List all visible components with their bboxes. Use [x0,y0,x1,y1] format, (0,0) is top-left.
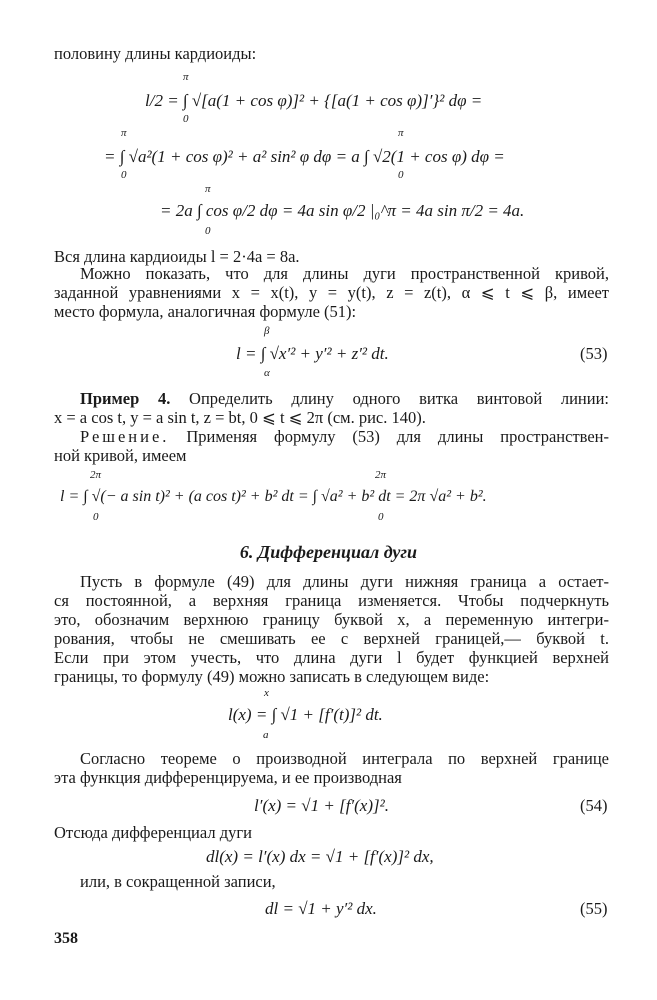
text-line: эта функция дифференцируема, и ее производная [54,768,402,787]
integral-upper-limit: π [205,183,211,195]
equation-number: (54) [580,796,608,815]
equation-arc-length-function: l(x) = ∫ √1 + [f′(t)]² dt. [228,705,383,724]
text-line: ной кривой, имеем [54,446,187,465]
integral-upper-limit: π [183,71,189,83]
solution-label: Решение. [80,427,170,446]
integral-lower-limit: a [263,729,269,741]
text-line [80,427,609,447]
integral-upper-limit: 2π [375,469,387,481]
text-line: заданной уравнениями x = x(t), y = y(t), z = z(t), α ⩽ t ⩽ β, имеет [54,283,609,302]
example-label: Пример 4. [80,389,171,408]
text-line: рования, чтобы не смешивать ее с верхней границей,— буквой t. [54,629,609,648]
integral-lower-limit: α [264,367,270,379]
integral-upper-limit: π [121,127,127,139]
section-heading: 6. Дифференциал дуги [239,542,418,562]
integral-lower-limit: 0 [378,511,384,523]
text-line: это, обозначим верхнюю границу буквой x, а переменную интегри- [54,610,609,629]
integral-lower-limit: 0 [93,511,99,523]
solution-text: Применяя формулу (53) для длины пространствен- [186,427,609,446]
equation-differential-short: dl = √1 + y′² dx. [265,899,377,918]
text-line: место формула, аналогичная формуле (51): [54,302,357,321]
equation-derivative: l′(x) = √1 + [f′(x)]². [254,796,389,815]
integral-lower-limit: 0 [183,113,189,125]
integral-upper-limit: 2π [90,469,102,481]
equation-number: (53) [580,344,608,363]
text-line: Согласно теореме о производной интеграла по верхней границе [80,749,609,768]
text-line: x = a cos t, y = a sin t, z = bt, 0 ⩽ t ⩽ 2π (см. рис. 140). [54,408,426,427]
text-line: Отсюда дифференциал дуги [54,823,252,842]
equation-cardioid-result: = 2a ∫ cos φ/2 dφ = 4a sin φ/2 |₀^π = 4a sin π/2 = 4a. [160,201,525,220]
text-line: половину длины кардиоиды: [54,44,257,63]
text-line: Вся длина кардиоиды l = 2·4a = 8a. [54,247,300,266]
integral-upper-limit: π [398,127,404,139]
equation-helix-length: l = ∫ √(− a sin t)² + (a cos t)² + b² dt = ∫ √a² + b² dt = 2π √a² + b². [60,488,487,505]
text-line: границы, то формулу (49) можно записать в следующем виде: [54,667,490,686]
integral-lower-limit: 0 [205,225,211,237]
equation-half-length: l/2 = ∫ √[a(1 + cos φ)]² + {[a(1 + cos φ)]′}² dφ = [145,91,483,110]
equation-space-curve-length: l = ∫ √x′² + y′² + z′² dt. [236,344,389,363]
integral-lower-limit: 0 [121,169,127,181]
example-text: Определить длину одного витка винтовой линии: [189,389,610,408]
text-line: ся постоянной, а верхняя граница изменяется. Чтобы подчеркнуть [54,591,609,610]
text-line: Можно показать, что для длины дуги пространственной кривой, [80,264,609,283]
text-line: или, в сокращенной записи, [80,872,276,891]
equation-number: (55) [580,899,608,918]
text-line: Пусть в формуле (49) для длины дуги нижняя граница a остает- [80,572,609,591]
equation-cardioid-integrand: = ∫ √a²(1 + cos φ)² + a² sin² φ dφ = a ∫ √2(1 + cos φ) dφ = [104,147,505,166]
page-number: 358 [54,930,78,947]
text-line: Если при этом учесть, что длина дуги l будет функцией верхней [54,648,609,667]
equation-differential: dl(x) = l′(x) dx = √1 + [f′(x)]² dx, [206,847,434,866]
text-line [80,389,609,409]
integral-upper-limit: x [264,687,269,699]
integral-upper-limit: β [264,325,270,337]
integral-lower-limit: 0 [398,169,404,181]
